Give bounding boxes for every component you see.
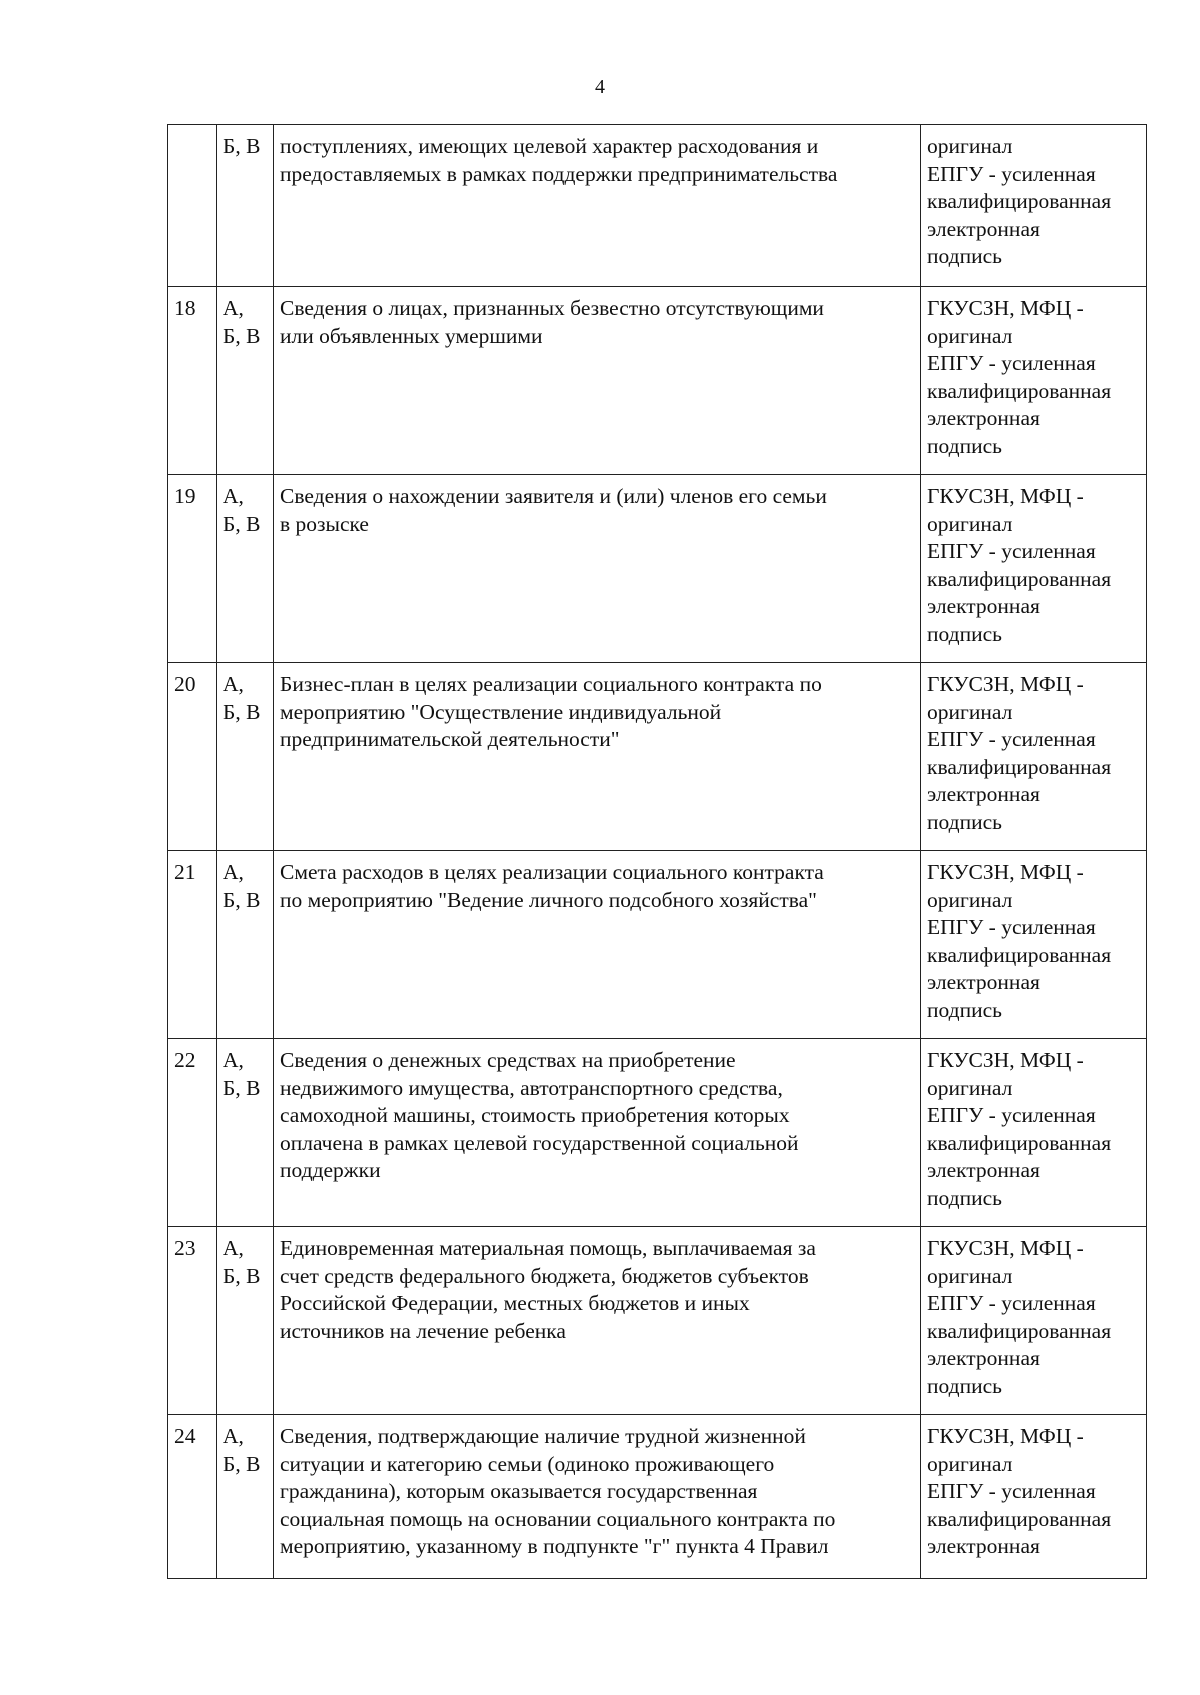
row-category: А, Б, В [217, 475, 274, 663]
documents-table [167, 124, 1147, 1579]
table-row [168, 1415, 1147, 1579]
table-row [168, 287, 1147, 475]
row-category: А, Б, В [217, 1227, 274, 1415]
row-document: Бизнес-план в целях реализации социального контракта по мероприятию "Осуществление индивидуальной предпринимательской деятельности" [274, 663, 921, 851]
row-category: А, Б, В [217, 1039, 274, 1227]
row-number: 21 [168, 851, 217, 1039]
row-number: 19 [168, 475, 217, 663]
row-number: 20 [168, 663, 217, 851]
page-number: 4 [595, 76, 605, 98]
row-number: 22 [168, 1039, 217, 1227]
row-document: Единовременная материальная помощь, выплачиваемая за счет средств федерального бюджета, бюджетов субъектов Российской Федерации, местных бюджетов и иных источников на лечение ребенка [274, 1227, 921, 1415]
table-row [168, 125, 1147, 287]
row-document: поступлениях, имеющих целевой характер расходования и предоставляемых в рамках поддержки предпринимательства [274, 125, 921, 287]
row-source: оригинал ЕПГУ - усиленная квалифицированная электронная подпись [921, 125, 1147, 287]
row-source: ГКУСЗН, МФЦ - оригинал ЕПГУ - усиленная квалифицированная электронная подпись [921, 1039, 1147, 1227]
row-source: ГКУСЗН, МФЦ - оригинал ЕПГУ - усиленная квалифицированная электронная подпись [921, 663, 1147, 851]
row-category: А, Б, В [217, 1415, 274, 1579]
row-source: ГКУСЗН, МФЦ - оригинал ЕПГУ - усиленная квалифицированная электронная подпись [921, 851, 1147, 1039]
row-document: Сведения о нахождении заявителя и (или) членов его семьи в розыске [274, 475, 921, 663]
row-category: Б, В [217, 125, 274, 287]
row-number: 24 [168, 1415, 217, 1579]
row-category: А, Б, В [217, 287, 274, 475]
table-row [168, 1039, 1147, 1227]
row-number: 23 [168, 1227, 217, 1415]
row-source: ГКУСЗН, МФЦ - оригинал ЕПГУ - усиленная квалифицированная электронная подпись [921, 475, 1147, 663]
row-number [168, 125, 217, 287]
row-document: Сведения о денежных средствах на приобретение недвижимого имущества, автотранспортного средства, самоходной машины, стоимость приобретения которых оплачена в рамках целевой государственной социальной поддержки [274, 1039, 921, 1227]
table-row [168, 1227, 1147, 1415]
table-row [168, 663, 1147, 851]
row-source: ГКУСЗН, МФЦ - оригинал ЕПГУ - усиленная квалифицированная электронная подпись [921, 1227, 1147, 1415]
row-source: ГКУСЗН, МФЦ - оригинал ЕПГУ - усиленная квалифицированная электронная [921, 1415, 1147, 1579]
row-source: ГКУСЗН, МФЦ - оригинал ЕПГУ - усиленная квалифицированная электронная подпись [921, 287, 1147, 475]
row-document: Смета расходов в целях реализации социального контракта по мероприятию "Ведение личного подсобного хозяйства" [274, 851, 921, 1039]
row-document: Сведения о лицах, признанных безвестно отсутствующими или объявленных умершими [274, 287, 921, 475]
row-number: 18 [168, 287, 217, 475]
row-category: А, Б, В [217, 663, 274, 851]
table-row [168, 475, 1147, 663]
table-row [168, 851, 1147, 1039]
row-document: Сведения, подтверждающие наличие трудной жизненной ситуации и категорию семьи (одиноко проживающего гражданина), которым оказывается государственная социальная помощь на основании социального контракта по мероприятию, указанному в подпункте "г" пункта 4 Правил [274, 1415, 921, 1579]
row-category: А, Б, В [217, 851, 274, 1039]
